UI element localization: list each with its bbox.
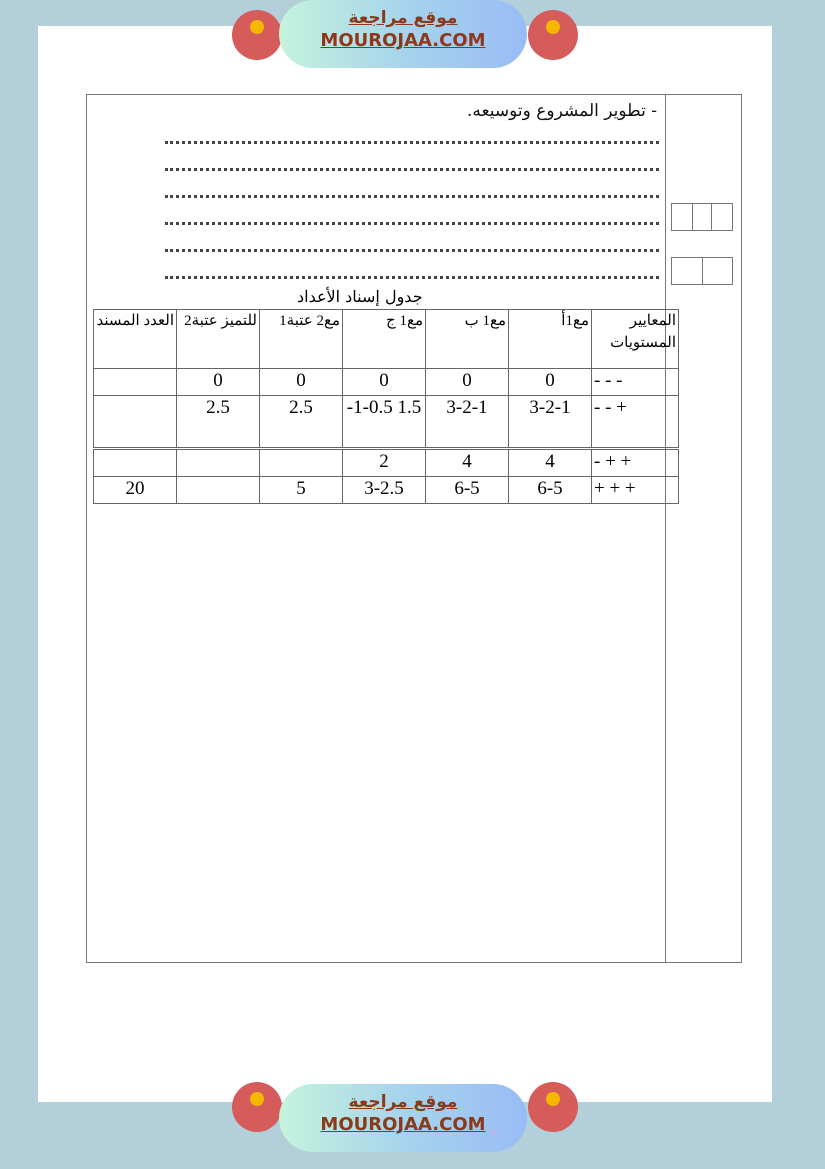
header-cell: مع1 ب — [426, 310, 509, 369]
table-cell: 4 — [426, 449, 509, 477]
table-header-row — [94, 310, 679, 369]
table-cell: 6-5 — [426, 477, 509, 504]
table-cell: -1-0.5 1.5 — [343, 396, 426, 449]
table-cell — [177, 477, 260, 504]
site-logo-right — [528, 10, 578, 60]
answer-line — [165, 168, 659, 171]
site-logo-left-bottom — [232, 1082, 282, 1132]
table-cell: 0 — [343, 369, 426, 396]
table-cell — [94, 449, 177, 477]
answer-line — [165, 195, 659, 198]
table-cell: 5 — [260, 477, 343, 504]
table-row — [94, 449, 679, 477]
section-heading: - تطوير المشروع وتوسيعه. — [467, 101, 657, 121]
table-cell: 4 — [509, 449, 592, 477]
level-cell: - - - — [592, 369, 679, 396]
table-cell: 2.5 — [260, 396, 343, 449]
table-cell: 3-2-1 — [509, 396, 592, 449]
banner-title-en: MOUROJAA.COM — [320, 30, 486, 51]
table-cell: 0 — [260, 369, 343, 396]
header-cell: مع1أ — [509, 310, 592, 369]
header-cell: المعايير المستويات — [592, 310, 679, 369]
site-logo-right-bottom — [528, 1082, 578, 1132]
level-cell: + + - — [592, 449, 679, 477]
table-cell — [177, 449, 260, 477]
exam-frame — [86, 94, 742, 963]
table-cell: 20 — [94, 477, 177, 504]
header-cell: للتميز عتبة2 — [177, 310, 260, 369]
table-row — [94, 396, 679, 449]
table-cell — [94, 396, 177, 449]
score-box-2 — [671, 257, 733, 285]
header-cell: مع1 ج — [343, 310, 426, 369]
table-title: جدول إسناد الأعداد — [297, 287, 423, 306]
level-cell: + + + — [592, 477, 679, 504]
table-cell: 2.5 — [177, 396, 260, 449]
table-cell: 0 — [509, 369, 592, 396]
answer-line — [165, 276, 659, 279]
table-row — [94, 369, 679, 396]
level-cell: + - - — [592, 396, 679, 449]
answer-line — [165, 249, 659, 252]
site-banner-top[interactable] — [279, 0, 527, 68]
banner-title-ar: موقع مراجعة — [348, 1092, 458, 1112]
grading-table — [93, 309, 679, 504]
answer-line — [165, 222, 659, 225]
site-banner-bottom[interactable] — [279, 1084, 527, 1152]
banner-title-en: MOUROJAA.COM — [320, 1114, 486, 1135]
score-box-3 — [671, 203, 733, 231]
banner-title-ar: موقع مراجعة — [348, 8, 458, 28]
header-cell: مع2 عتبة1 — [260, 310, 343, 369]
table-cell: 3-2-1 — [426, 396, 509, 449]
table-row — [94, 477, 679, 504]
table-cell — [260, 449, 343, 477]
table-cell: 0 — [426, 369, 509, 396]
table-cell — [94, 369, 177, 396]
table-cell: 2 — [343, 449, 426, 477]
table-cell: 6-5 — [509, 477, 592, 504]
header-cell: العدد المسند — [94, 310, 177, 369]
site-logo-left — [232, 10, 282, 60]
answer-line — [165, 141, 659, 144]
table-cell: 0 — [177, 369, 260, 396]
table-cell: 3-2.5 — [343, 477, 426, 504]
margin-divider — [665, 95, 666, 962]
